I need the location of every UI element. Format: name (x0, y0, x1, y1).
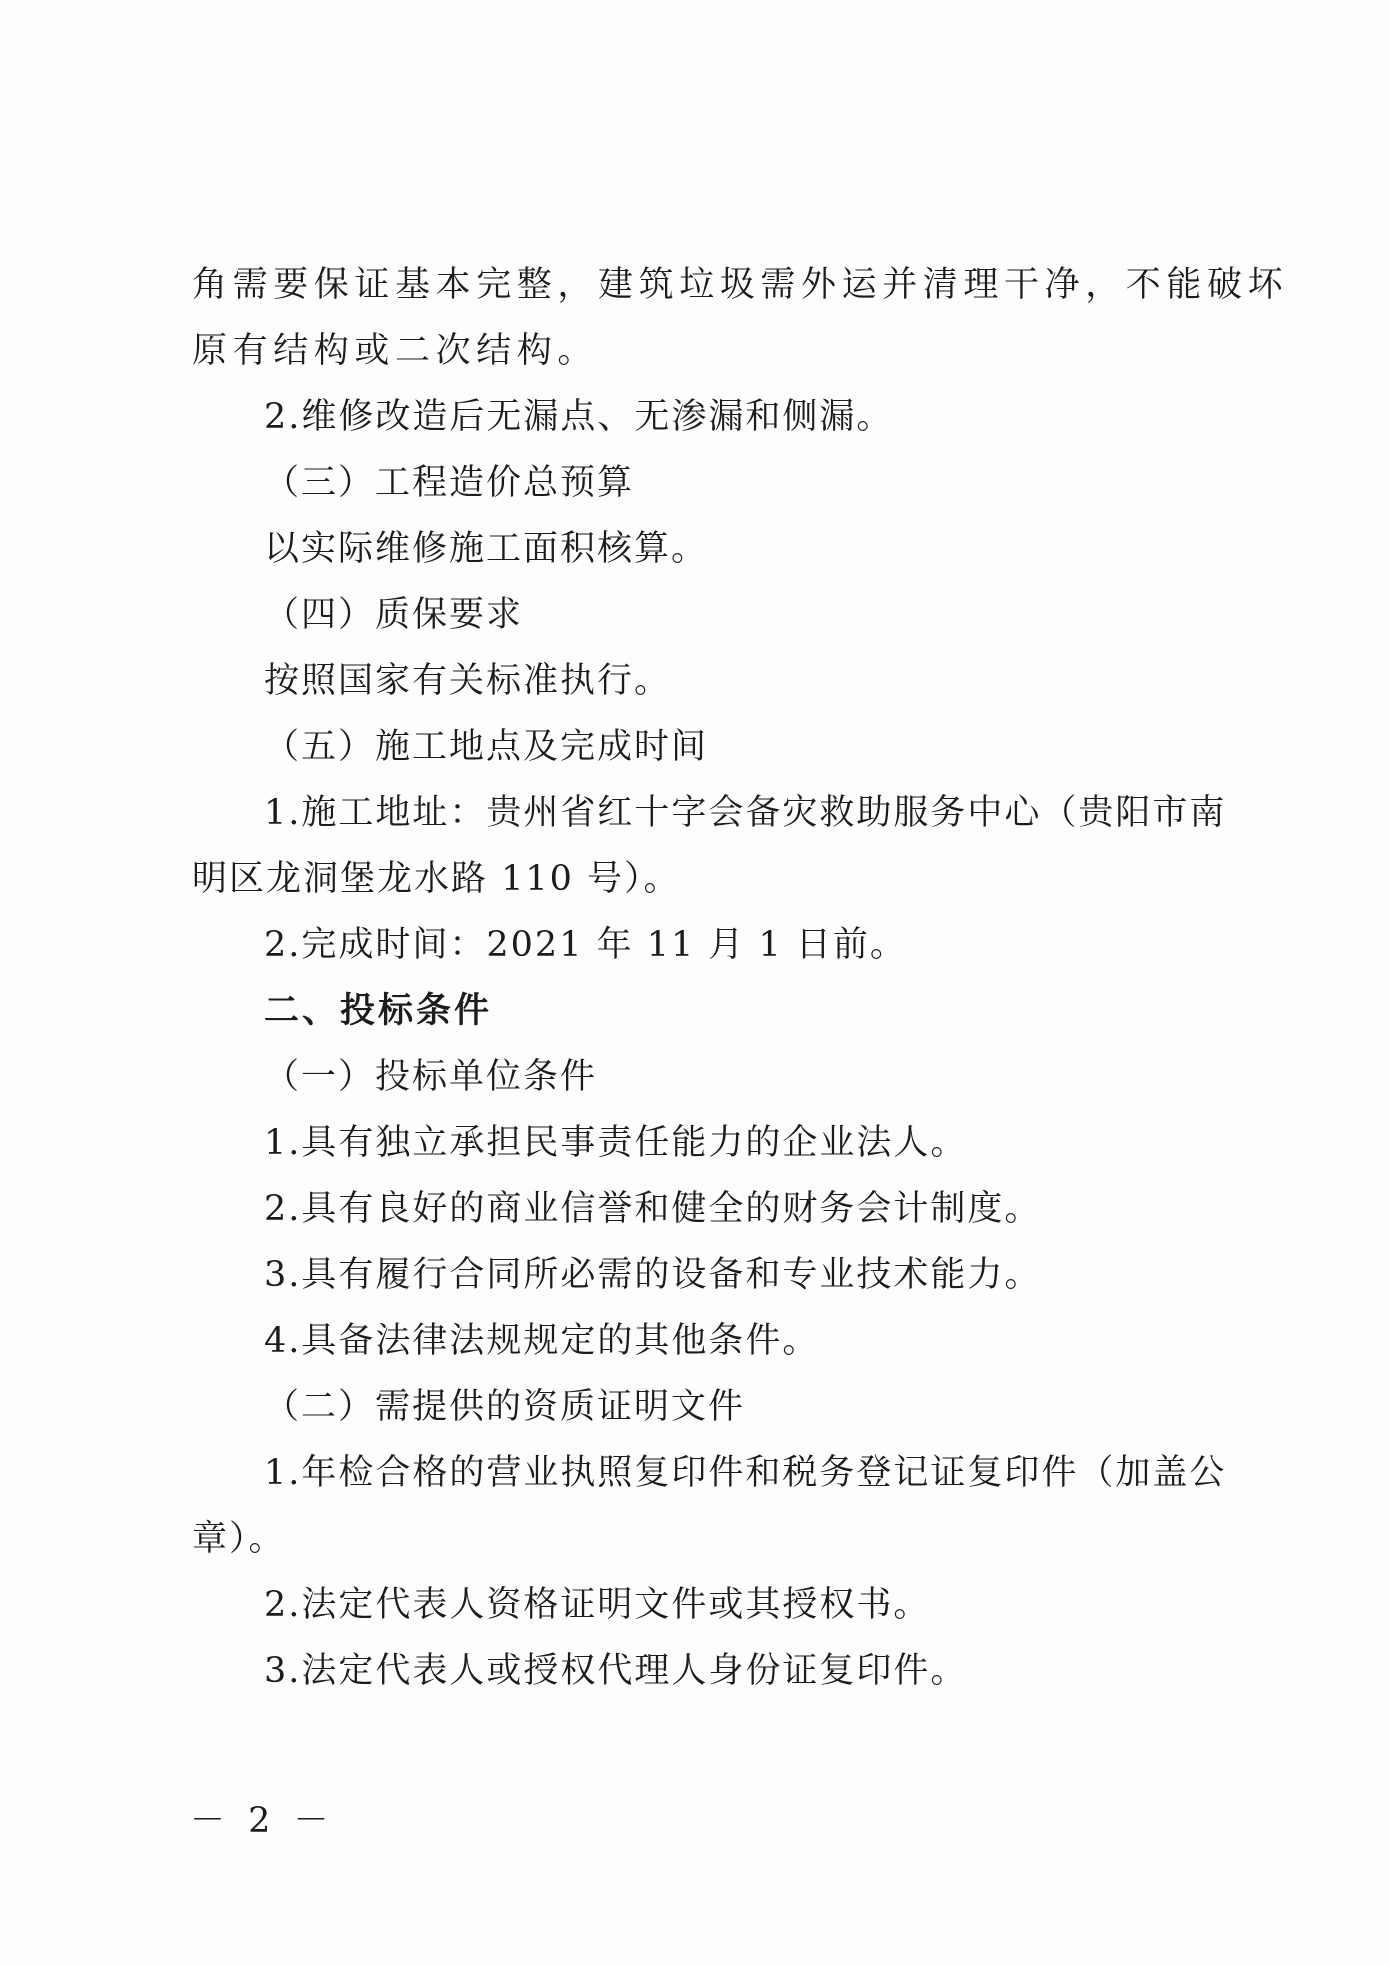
paragraph-line: 2.具有良好的商业信誉和健全的财务会计制度。 (264, 1189, 1042, 1229)
paragraph-line: 1.具有独立承担民事责任能力的企业法人。 (264, 1123, 968, 1163)
paragraph-line: 章）。 (192, 1519, 286, 1559)
paragraph-line: 原有结构或二次结构。 (192, 331, 599, 371)
paragraph-line: 角需要保证基本完整，建筑垃圾需外运并清理干净，不能破坏 (192, 265, 1289, 305)
paragraph-line: 以实际维修施工面积核算。 (264, 529, 709, 569)
paragraph-line: 2.法定代表人资格证明文件或其授权书。 (264, 1585, 931, 1625)
paragraph-line: 3.法定代表人或授权代理人身份证复印件。 (264, 1651, 968, 1691)
page-number: － 2 － (190, 1801, 335, 1841)
paragraph-line: 按照国家有关标准执行。 (264, 661, 672, 701)
document-body (192, 252, 1289, 1704)
paragraph-line: （一）投标单位条件 (264, 1057, 598, 1097)
paragraph-line: 2.维修改造后无漏点、无渗漏和侧漏。 (264, 397, 894, 437)
paragraph-line: （二）需提供的资质证明文件 (264, 1387, 746, 1427)
paragraph-line: 4.具备法律法规规定的其他条件。 (264, 1321, 820, 1361)
paragraph-line: 明区龙洞堡龙水路 110 号）。 (192, 859, 681, 899)
paragraph-line: 1.施工地址：贵州省红十字会备灾救助服务中心（贵阳市南 (264, 793, 1227, 833)
paragraph-line: （五）施工地点及完成时间 (264, 727, 709, 767)
paragraph-line: 3.具有履行合同所必需的设备和专业技术能力。 (264, 1255, 1042, 1295)
section-heading: 二、投标条件 (264, 991, 493, 1031)
paragraph-line: 1.年检合格的营业执照复印件和税务登记证复印件（加盖公 (264, 1453, 1227, 1493)
paragraph-line: （三）工程造价总预算 (264, 463, 635, 503)
paragraph-line: （四）质保要求 (264, 595, 524, 635)
paragraph-line: 2.完成时间：2021 年 11 月 1 日前。 (264, 925, 907, 965)
